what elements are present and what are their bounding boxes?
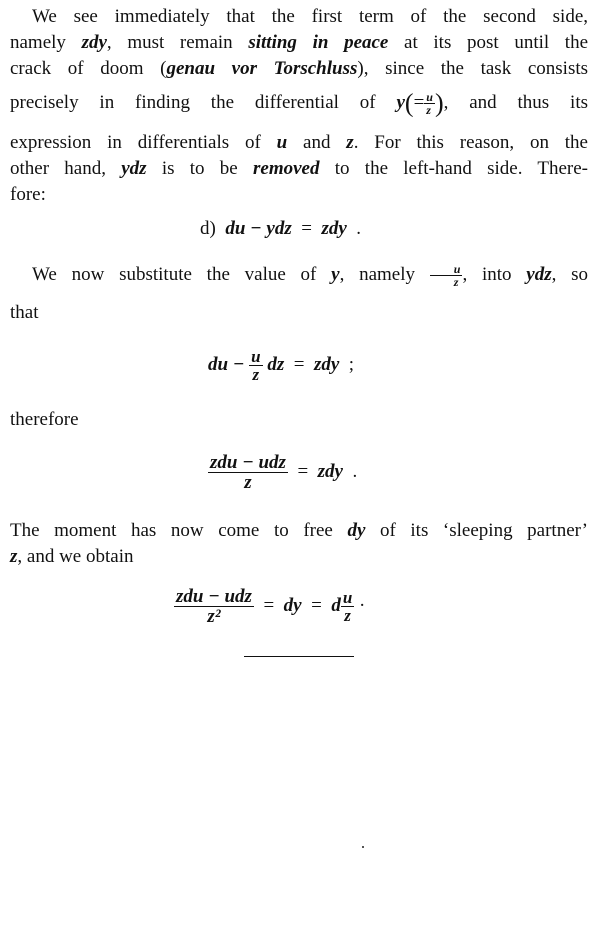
page-speck (362, 846, 364, 848)
para1-line1: We see immediately that the first term of the second side, (32, 6, 588, 27)
para1-line6: other hand, ydz is to be removed to the left-hand side. There- (10, 158, 589, 179)
y-frac: $\frac{u}{z}$ (426, 90, 433, 118)
equation-d: d) du − ydz = zdy . (200, 218, 362, 239)
para1-line2: namely zdy, must remain sitting in peace at its post until the (10, 32, 589, 53)
u-over-z-final-frac: $\frac{u}{z}$ (342, 588, 353, 625)
para2-line1: We now substitute the value of y, namely $\frac{u}{z}$ , into ydz, so (32, 262, 589, 290)
equation-substitution: du − $\frac{u}{z}$ dz = zdy ; (208, 347, 355, 384)
para3-line2: z, and we obtain (10, 546, 134, 567)
para1-line5: expression in differentials of u and z. For this reason, on the (10, 132, 588, 153)
para1-line7: fore: (10, 184, 46, 205)
y-value-frac: $\frac{u}{z}$ (430, 263, 463, 288)
para2-line2: that (10, 302, 39, 323)
equation-combined: $\frac{\text{zdu − udz}}{z}$ = zdy . (210, 452, 358, 493)
combined-frac: $\frac{\text{zdu − udz}}{z}$ (210, 452, 286, 493)
para1-line4: precisely in finding the differential of y(= $\frac{u}{z}$ ), and thus its (10, 88, 589, 118)
section-separator (244, 656, 354, 657)
equation-final: $\frac{\text{zdu − udz}}{\text{z²}}$ = dy = d $\frac{u}{z}$ · (176, 586, 366, 627)
final-frac: $\frac{\text{zdu − udz}}{\text{z²}}$ (176, 586, 252, 627)
u-over-z-frac: $\frac{u}{z}$ (251, 347, 261, 384)
para3-line1: The moment has now come to free dy of its ‘sleeping partner’ (10, 520, 588, 541)
therefore-text: therefore (10, 409, 79, 430)
para1-line3: crack of doom (genau vor Torschluss), since the task consists (10, 58, 589, 79)
